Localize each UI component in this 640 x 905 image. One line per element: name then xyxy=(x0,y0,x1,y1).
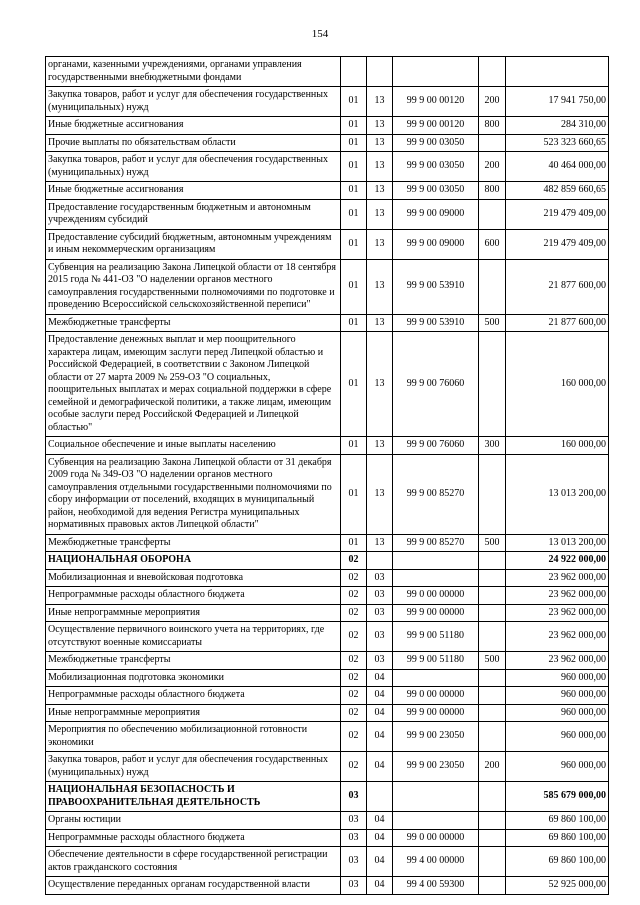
cell-razdel: 02 xyxy=(341,722,367,752)
cell-expense-type: 200 xyxy=(479,752,506,782)
cell-amount: 160 000,00 xyxy=(506,332,609,437)
cell-name: Межбюджетные трансферты xyxy=(46,314,341,332)
cell-expense-type: 800 xyxy=(479,182,506,200)
cell-podrazdel: 03 xyxy=(367,622,393,652)
cell-podrazdel: 04 xyxy=(367,704,393,722)
cell-name: НАЦИОНАЛЬНАЯ БЕЗОПАСНОСТЬ И ПРАВООХРАНИТЕЛЬНАЯ ДЕЯТЕЛЬНОСТЬ xyxy=(46,782,341,812)
table-row xyxy=(46,454,609,534)
cell-podrazdel: 13 xyxy=(367,199,393,229)
cell-expense-type xyxy=(479,622,506,652)
cell-amount: 960 000,00 xyxy=(506,752,609,782)
table-row xyxy=(46,332,609,437)
cell-expense-type xyxy=(479,454,506,534)
cell-podrazdel: 13 xyxy=(367,332,393,437)
cell-podrazdel: 04 xyxy=(367,669,393,687)
table-row xyxy=(46,812,609,830)
cell-target-article: 99 9 00 09000 xyxy=(393,199,479,229)
cell-target-article: 99 9 00 03050 xyxy=(393,152,479,182)
cell-expense-type xyxy=(479,782,506,812)
table-row xyxy=(46,229,609,259)
cell-amount: 960 000,00 xyxy=(506,669,609,687)
table-row xyxy=(46,669,609,687)
cell-expense-type xyxy=(479,847,506,877)
cell-name: Закупка товаров, работ и услуг для обеспечения государственных (муниципальных) нужд xyxy=(46,752,341,782)
cell-name: Межбюджетные трансферты xyxy=(46,534,341,552)
cell-expense-type xyxy=(479,812,506,830)
cell-name: Мероприятия по обеспечению мобилизационной готовности экономики xyxy=(46,722,341,752)
cell-target-article xyxy=(393,782,479,812)
cell-amount: 23 962 000,00 xyxy=(506,569,609,587)
cell-target-article: 99 9 00 00120 xyxy=(393,117,479,135)
cell-target-article: 99 9 00 76060 xyxy=(393,332,479,437)
cell-podrazdel: 03 xyxy=(367,569,393,587)
cell-target-article: 99 4 00 00000 xyxy=(393,847,479,877)
cell-name: Межбюджетные трансферты xyxy=(46,652,341,670)
table-row xyxy=(46,652,609,670)
table-row xyxy=(46,182,609,200)
cell-razdel: 01 xyxy=(341,314,367,332)
table-row xyxy=(46,752,609,782)
table-row xyxy=(46,604,609,622)
cell-target-article: 99 9 00 00000 xyxy=(393,604,479,622)
cell-razdel: 01 xyxy=(341,182,367,200)
cell-podrazdel: 13 xyxy=(367,534,393,552)
cell-target-article: 99 0 00 00000 xyxy=(393,687,479,705)
cell-amount: 284 310,00 xyxy=(506,117,609,135)
cell-razdel: 03 xyxy=(341,829,367,847)
cell-razdel: 01 xyxy=(341,152,367,182)
cell-razdel: 03 xyxy=(341,782,367,812)
cell-name: Органы юстиции xyxy=(46,812,341,830)
cell-expense-type: 500 xyxy=(479,314,506,332)
cell-name: Социальное обеспечение и иные выплаты населению xyxy=(46,437,341,455)
cell-name: Субвенция на реализацию Закона Липецкой области от 31 декабря 2009 года № 349-ОЗ "О наделении органов местного самоуправления отдельными государственными полномочиями по сбору информации от поселений, входящих в муниципальный район, необходимой для ведения Регистра муниципальных нормативных правовых актов Липецкой области" xyxy=(46,454,341,534)
cell-expense-type xyxy=(479,569,506,587)
cell-expense-type: 200 xyxy=(479,152,506,182)
table-row xyxy=(46,622,609,652)
table-row xyxy=(46,534,609,552)
cell-podrazdel: 13 xyxy=(367,454,393,534)
cell-expense-type xyxy=(479,669,506,687)
cell-razdel: 02 xyxy=(341,669,367,687)
cell-expense-type: 600 xyxy=(479,229,506,259)
cell-amount: 69 860 100,00 xyxy=(506,847,609,877)
cell-target-article: 99 9 00 00120 xyxy=(393,87,479,117)
cell-podrazdel: 13 xyxy=(367,259,393,314)
cell-podrazdel: 03 xyxy=(367,652,393,670)
cell-amount: 960 000,00 xyxy=(506,722,609,752)
cell-expense-type xyxy=(479,587,506,605)
cell-podrazdel: 13 xyxy=(367,314,393,332)
cell-amount: 23 962 000,00 xyxy=(506,604,609,622)
cell-target-article: 99 9 00 85270 xyxy=(393,454,479,534)
cell-target-article: 99 9 00 53910 xyxy=(393,314,479,332)
cell-target-article: 99 9 00 23050 xyxy=(393,752,479,782)
cell-name: Непрограммные расходы областного бюджета xyxy=(46,829,341,847)
cell-amount: 585 679 000,00 xyxy=(506,782,609,812)
cell-razdel: 02 xyxy=(341,569,367,587)
table-row xyxy=(46,877,609,895)
cell-razdel: 01 xyxy=(341,134,367,152)
cell-razdel xyxy=(341,57,367,87)
cell-expense-type xyxy=(479,829,506,847)
table-row xyxy=(46,829,609,847)
cell-name: Прочие выплаты по обязательствам области xyxy=(46,134,341,152)
cell-amount: 23 962 000,00 xyxy=(506,652,609,670)
table-row xyxy=(46,57,609,87)
cell-podrazdel: 03 xyxy=(367,604,393,622)
cell-expense-type xyxy=(479,134,506,152)
cell-amount: 219 479 409,00 xyxy=(506,199,609,229)
cell-target-article xyxy=(393,552,479,570)
cell-expense-type xyxy=(479,704,506,722)
cell-amount: 23 962 000,00 xyxy=(506,622,609,652)
table-row xyxy=(46,117,609,135)
cell-expense-type xyxy=(479,687,506,705)
cell-expense-type: 500 xyxy=(479,652,506,670)
table-row xyxy=(46,569,609,587)
cell-razdel: 01 xyxy=(341,117,367,135)
table-row xyxy=(46,704,609,722)
cell-podrazdel: 04 xyxy=(367,847,393,877)
table-row xyxy=(46,587,609,605)
cell-amount: 21 877 600,00 xyxy=(506,259,609,314)
cell-razdel: 01 xyxy=(341,199,367,229)
cell-razdel: 03 xyxy=(341,877,367,895)
cell-expense-type xyxy=(479,57,506,87)
cell-name: Закупка товаров, работ и услуг для обеспечения государственных (муниципальных) нужд xyxy=(46,87,341,117)
cell-expense-type: 200 xyxy=(479,87,506,117)
cell-podrazdel: 04 xyxy=(367,812,393,830)
cell-target-article: 99 4 00 59300 xyxy=(393,877,479,895)
table-row xyxy=(46,87,609,117)
cell-razdel: 01 xyxy=(341,259,367,314)
cell-target-article: 99 9 00 23050 xyxy=(393,722,479,752)
cell-podrazdel: 04 xyxy=(367,722,393,752)
cell-name: Закупка товаров, работ и услуг для обеспечения государственных (муниципальных) нужд xyxy=(46,152,341,182)
cell-razdel: 02 xyxy=(341,704,367,722)
cell-podrazdel: 03 xyxy=(367,587,393,605)
budget-table xyxy=(45,56,609,895)
cell-podrazdel xyxy=(367,57,393,87)
cell-podrazdel: 04 xyxy=(367,877,393,895)
cell-name: Предоставление государственным бюджетным и автономным учреждениям субсидий xyxy=(46,199,341,229)
cell-podrazdel: 13 xyxy=(367,117,393,135)
cell-name: Мобилизационная и вневойсковая подготовка xyxy=(46,569,341,587)
cell-podrazdel: 13 xyxy=(367,182,393,200)
table-row xyxy=(46,314,609,332)
cell-name: Предоставление денежных выплат и мер поощрительного характера лицам, имеющим заслуги перед Липецкой областью и Российской Федерацией, в соответствии с Законом Липецкой области от 27 марта 2009 № 259-ОЗ "О социальных, поощрительных выплатах и мерах социальной поддержки в сфере семейной и демографической политики, а также лицам, имеющим особые заслуги перед Российской Федерацией и Липецкой областью" xyxy=(46,332,341,437)
cell-amount: 482 859 660,65 xyxy=(506,182,609,200)
cell-amount: 13 013 200,00 xyxy=(506,534,609,552)
cell-razdel: 01 xyxy=(341,229,367,259)
cell-expense-type xyxy=(479,722,506,752)
cell-razdel: 01 xyxy=(341,87,367,117)
cell-amount: 23 962 000,00 xyxy=(506,587,609,605)
cell-amount: 960 000,00 xyxy=(506,704,609,722)
cell-razdel: 02 xyxy=(341,652,367,670)
table-row xyxy=(46,259,609,314)
cell-name: органами, казенными учреждениями, органами управления государственными внебюджетными фондами xyxy=(46,57,341,87)
cell-podrazdel: 13 xyxy=(367,134,393,152)
cell-amount: 160 000,00 xyxy=(506,437,609,455)
cell-target-article: 99 9 00 09000 xyxy=(393,229,479,259)
cell-target-article xyxy=(393,669,479,687)
cell-amount: 69 860 100,00 xyxy=(506,812,609,830)
cell-razdel: 02 xyxy=(341,604,367,622)
page-number: 154 xyxy=(311,28,329,40)
table-row xyxy=(46,437,609,455)
cell-razdel: 02 xyxy=(341,622,367,652)
cell-name: Иные непрограммные мероприятия xyxy=(46,604,341,622)
table-row xyxy=(46,782,609,812)
table-row xyxy=(46,847,609,877)
cell-amount: 24 922 000,00 xyxy=(506,552,609,570)
cell-expense-type: 800 xyxy=(479,117,506,135)
cell-expense-type xyxy=(479,604,506,622)
cell-name: Осуществление первичного воинского учета на территориях, где отсутствуют военные комиссариаты xyxy=(46,622,341,652)
cell-target-article: 99 0 00 00000 xyxy=(393,829,479,847)
cell-expense-type: 300 xyxy=(479,437,506,455)
cell-target-article xyxy=(393,812,479,830)
cell-target-article: 99 9 00 51180 xyxy=(393,622,479,652)
cell-name: Мобилизационная подготовка экономики xyxy=(46,669,341,687)
cell-razdel: 01 xyxy=(341,332,367,437)
cell-target-article: 99 9 00 51180 xyxy=(393,652,479,670)
cell-amount: 21 877 600,00 xyxy=(506,314,609,332)
cell-expense-type xyxy=(479,199,506,229)
table-row xyxy=(46,687,609,705)
cell-podrazdel: 13 xyxy=(367,152,393,182)
cell-expense-type xyxy=(479,332,506,437)
cell-target-article: 99 9 00 53910 xyxy=(393,259,479,314)
table-row xyxy=(46,134,609,152)
cell-name: Иные бюджетные ассигнования xyxy=(46,182,341,200)
cell-razdel: 01 xyxy=(341,437,367,455)
cell-target-article: 99 9 00 76060 xyxy=(393,437,479,455)
cell-razdel: 02 xyxy=(341,587,367,605)
budget-table-body xyxy=(46,57,609,895)
cell-name: Непрограммные расходы областного бюджета xyxy=(46,687,341,705)
cell-podrazdel: 13 xyxy=(367,229,393,259)
cell-target-article xyxy=(393,569,479,587)
table-row xyxy=(46,722,609,752)
cell-podrazdel: 04 xyxy=(367,687,393,705)
cell-amount: 13 013 200,00 xyxy=(506,454,609,534)
cell-amount: 17 941 750,00 xyxy=(506,87,609,117)
cell-razdel: 02 xyxy=(341,752,367,782)
cell-podrazdel: 13 xyxy=(367,87,393,117)
cell-podrazdel: 04 xyxy=(367,752,393,782)
cell-target-article: 99 9 00 00000 xyxy=(393,704,479,722)
cell-amount: 219 479 409,00 xyxy=(506,229,609,259)
cell-expense-type xyxy=(479,259,506,314)
cell-podrazdel xyxy=(367,782,393,812)
cell-amount: 960 000,00 xyxy=(506,687,609,705)
cell-name: НАЦИОНАЛЬНАЯ ОБОРОНА xyxy=(46,552,341,570)
table-row xyxy=(46,152,609,182)
cell-razdel: 02 xyxy=(341,687,367,705)
cell-expense-type xyxy=(479,877,506,895)
cell-name: Иные непрограммные мероприятия xyxy=(46,704,341,722)
cell-name: Непрограммные расходы областного бюджета xyxy=(46,587,341,605)
cell-podrazdel: 13 xyxy=(367,437,393,455)
cell-name: Осуществление переданных органам государственной власти xyxy=(46,877,341,895)
cell-razdel: 03 xyxy=(341,812,367,830)
cell-expense-type: 500 xyxy=(479,534,506,552)
cell-razdel: 03 xyxy=(341,847,367,877)
table-row xyxy=(46,199,609,229)
cell-amount: 40 464 000,00 xyxy=(506,152,609,182)
cell-target-article: 99 9 00 85270 xyxy=(393,534,479,552)
cell-name: Иные бюджетные ассигнования xyxy=(46,117,341,135)
cell-amount: 52 925 000,00 xyxy=(506,877,609,895)
cell-razdel: 02 xyxy=(341,552,367,570)
cell-target-article xyxy=(393,57,479,87)
cell-name: Обеспечение деятельности в сфере государственной регистрации актов гражданского состояния xyxy=(46,847,341,877)
cell-razdel: 01 xyxy=(341,454,367,534)
cell-expense-type xyxy=(479,552,506,570)
cell-amount xyxy=(506,57,609,87)
cell-amount: 523 323 660,65 xyxy=(506,134,609,152)
cell-name: Субвенция на реализацию Закона Липецкой области от 18 сентября 2015 года № 441-ОЗ "О наделении органов местного самоуправления государственными полномочиями по подготовке и проведению Всероссийской сельскохозяйственной переписи" xyxy=(46,259,341,314)
cell-target-article: 99 0 00 00000 xyxy=(393,587,479,605)
cell-podrazdel: 04 xyxy=(367,829,393,847)
cell-razdel: 01 xyxy=(341,534,367,552)
cell-amount: 69 860 100,00 xyxy=(506,829,609,847)
cell-target-article: 99 9 00 03050 xyxy=(393,134,479,152)
table-row xyxy=(46,552,609,570)
cell-target-article: 99 9 00 03050 xyxy=(393,182,479,200)
cell-podrazdel xyxy=(367,552,393,570)
cell-name: Предоставление субсидий бюджетным, автономным учреждениям и иным некоммерческим организациям xyxy=(46,229,341,259)
